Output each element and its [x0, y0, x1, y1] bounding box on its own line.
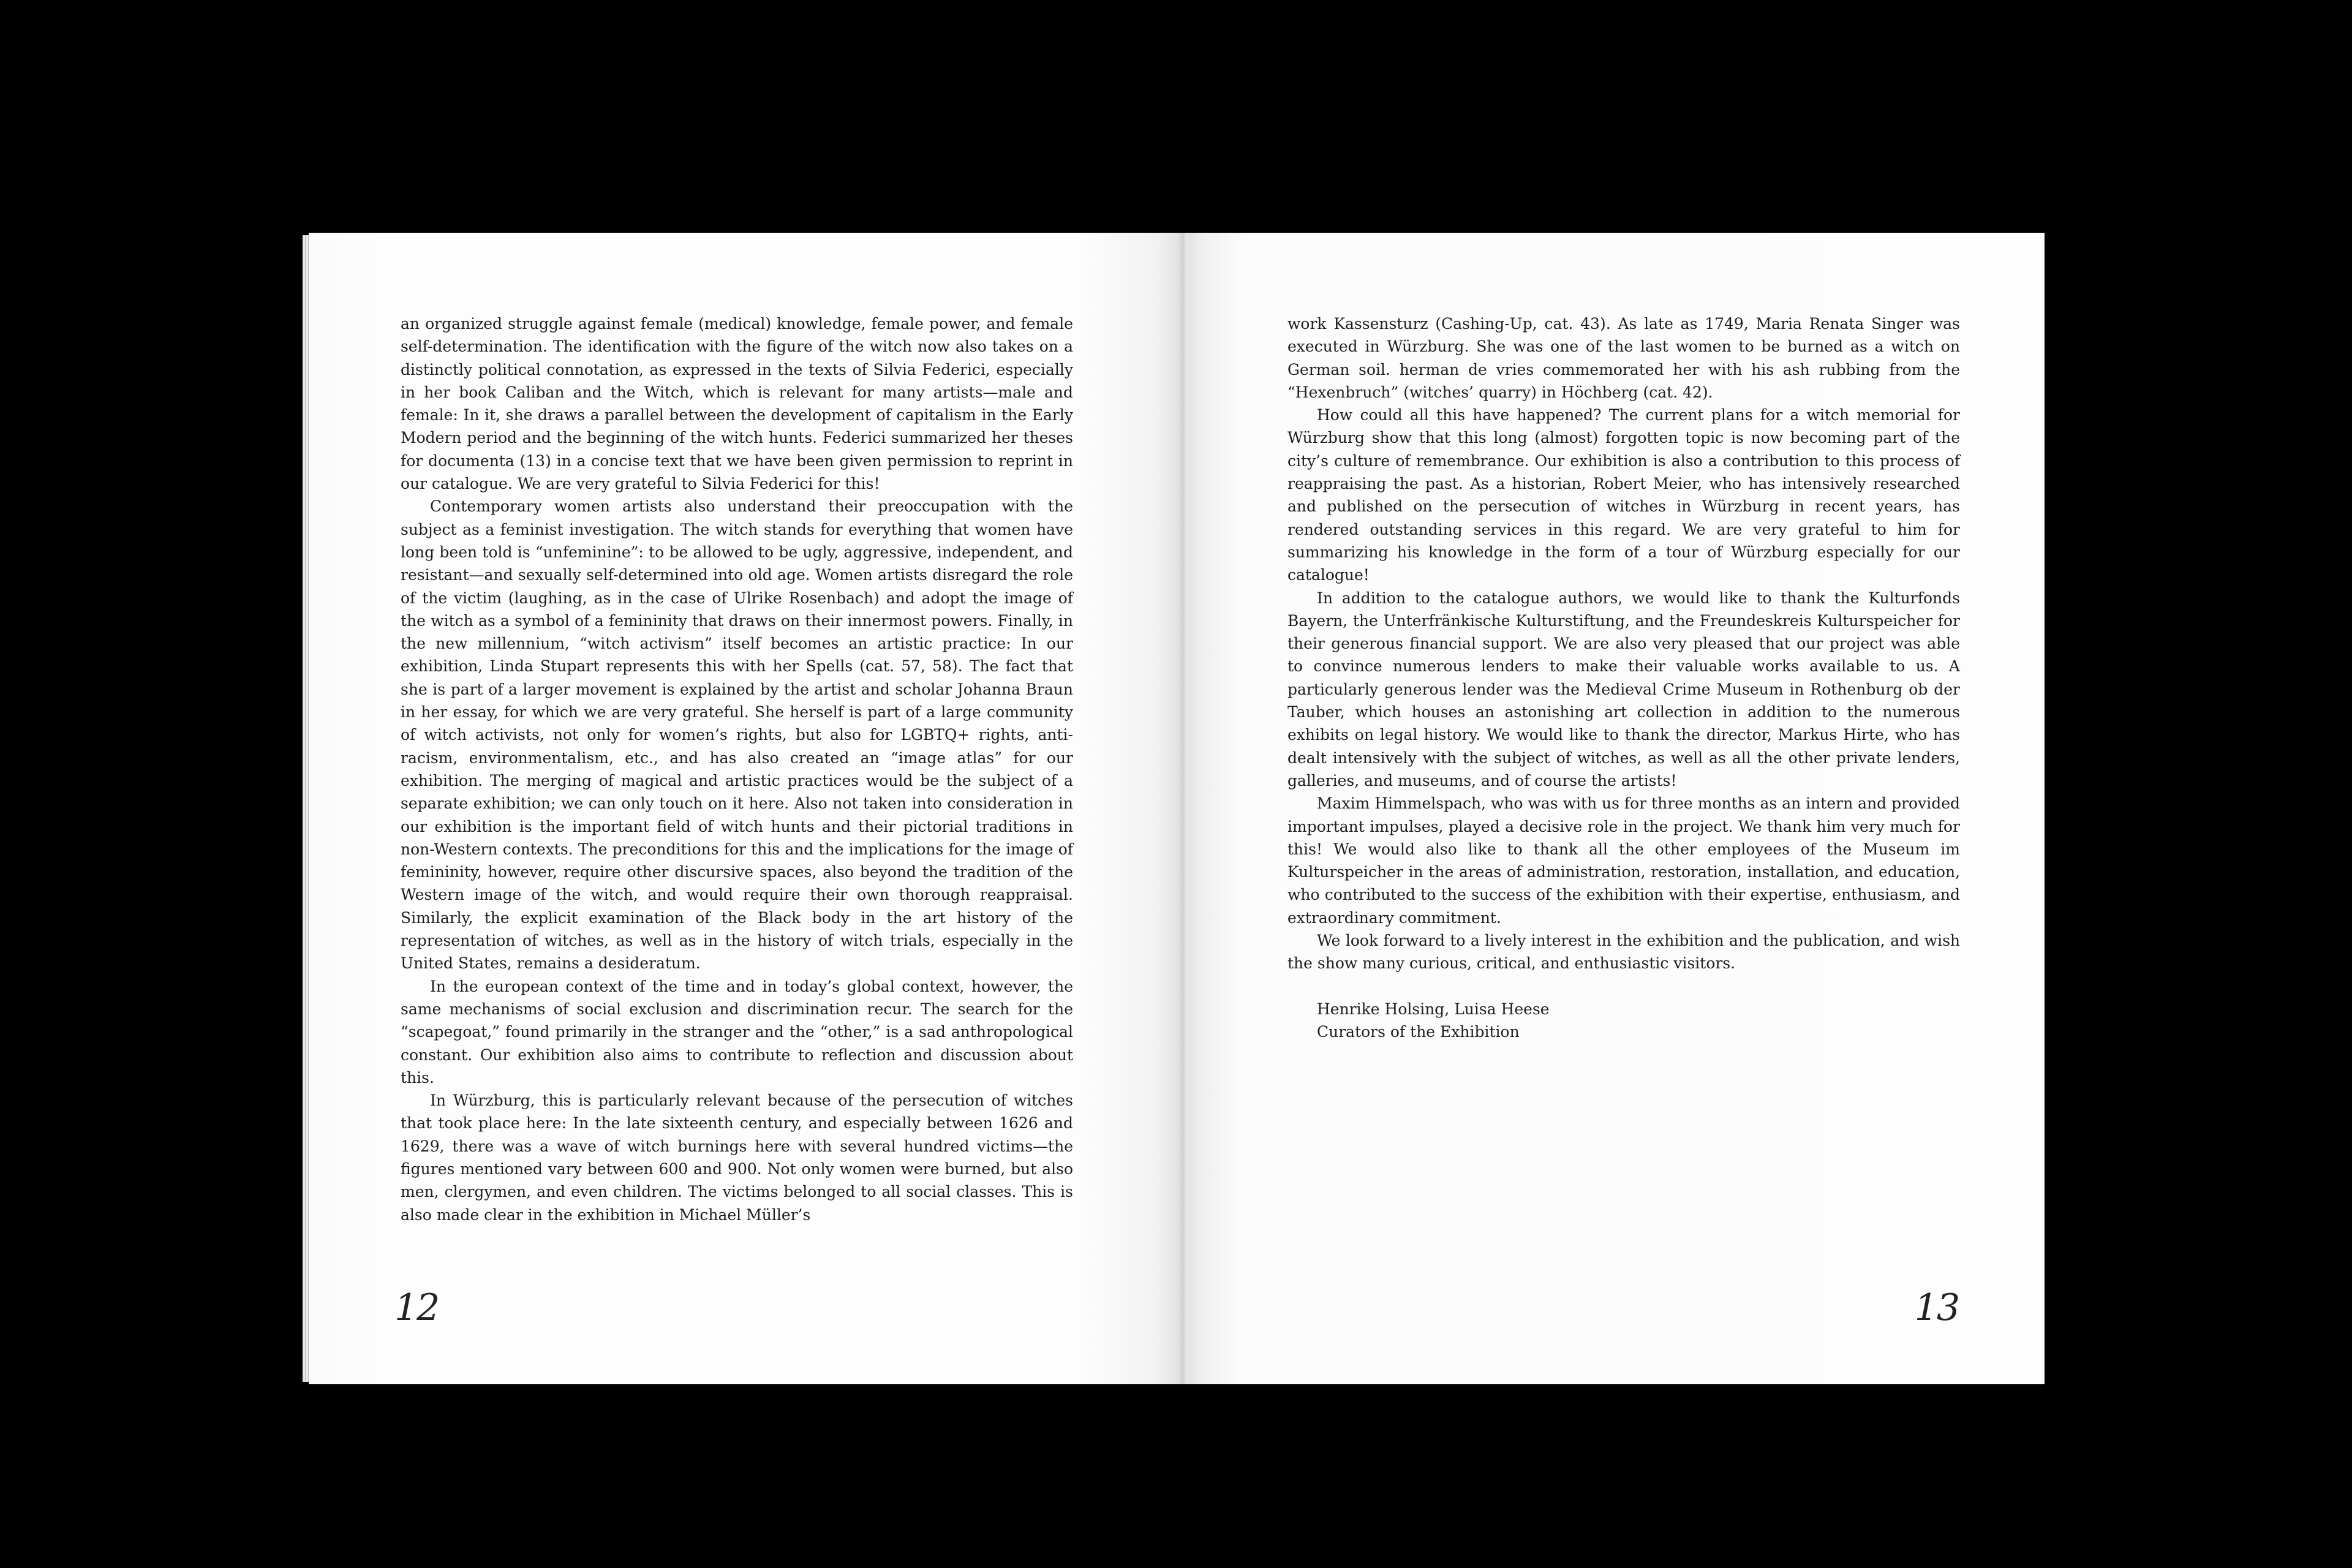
page-number: 13 [1914, 1286, 1959, 1329]
paragraph: In the european context of the time and in today’s global context, however, the same mechanisms of social exclusion and discrimination recur. The search for the “scapegoat,” found primarily in the stranger and the “other,” is a sad anthropological constant. Our exhibition also aims to contribute to reflection and discussion about this. [401, 977, 1073, 1087]
paragraph: We look forward to a lively interest in the exhibition and the publication, and wish the show many curious, critical, and enthusiastic visitors. [1287, 932, 1960, 973]
right-page [1183, 233, 2045, 1384]
signature [1287, 998, 1960, 1044]
left-page [309, 233, 1183, 1384]
page-number: 12 [394, 1286, 439, 1329]
paragraph: an organized struggle against female (medical) knowledge, female power, and female self-determination. The identification with the figure of the witch now also takes on a distinctly political connotation, as expressed in the texts of Silvia Federici, especially in her book Caliban and the Witch, which is relevant for many artists—male and female: In it, she draws a parallel between the development of capitalism in the Early Modern period and the beginning of the witch hunts. Federici summarized her theses for documenta (13) in a concise text that we have been given permission to reprint in our catalogue. We are very grateful to Silvia Federici for this! [401, 315, 1073, 493]
book-gutter [1178, 233, 1188, 1384]
left-page-body [401, 312, 1073, 1226]
paragraph: Contemporary women artists also understand their preoccupation with the subject as a feminist investigation. The witch stands for everything that women have long been told is “unfeminine”: to be allowed to be ugly, aggressive, independent, and resistant—and sexually self-determined into old age. Women artists disregard the role of the victim (laughing, as in the case of Ulrike Rosenbach) and adopt the image of the witch as a symbol of a femininity that draws on their innermost powers. Finally, in the new millennium, “witch activism” itself becomes an artistic practice: In our exhibition, Linda Stupart represents this with her Spells (cat. 57, 58). The fact that she is part of a larger movement is explained by the artist and scholar Johanna Braun in her essay, for which we are very grateful. She herself is part of a large community of witch activists, not only for women’s rights, but also for LGBTQ+ rights, anti-racism, environmentalism, etc., and has also created an “image atlas” for our exhibition. The merging of magical and artistic practices would be the subject of a separate exhibition; we can only touch on it here. Also not taken into consideration in our exhibition is the important field of witch hunts and their pictorial traditions in non-Western contexts. The preconditions for this and the implications for the image of femininity, however, require other discursive spaces, also beyond the tradition of the Western image of the witch, and would require their own thorough reappraisal. Similarly, the explicit examination of the Black body in the art history of the representation of witches, as well as in the history of witch trials, especially in the United States, remains a desideratum. [401, 497, 1073, 973]
right-page-body [1287, 312, 1960, 1043]
signature-role: Curators of the Exhibition [1317, 1022, 1520, 1041]
paragraph: In addition to the catalogue authors, we would like to thank the Kulturfonds Bayern, the Unterfränkische Kulturstiftung, and the Freundeskreis Kulturspeicher for their generous financial support. We are also very pleased that our project was able to convince numerous lenders to make their valuable works available to us. A particularly generous lender was the Medieval Crime Museum in Rothenburg ob der Tauber, which houses an astonishing art collection in addition to the numerous exhibits on legal history. We would like to thank the director, Markus Hirte, who has dealt intensively with the subject of witches, as well as all the other private lenders, galleries, and museums, and of course the artists! [1287, 589, 1960, 790]
paragraph: work Kassensturz (Cashing-Up, cat. 43). As late as 1749, Maria Renata Singer was executed in Würzburg. She was one of the last women to be burned as a witch on German soil. herman de vries commemorated her with his ash rubbing from the “Hexenbruch” (witches’ quarry) in Höchberg (cat. 42). [1287, 315, 1960, 401]
signature-names: Henrike Holsing, Luisa Heese [1317, 1000, 1550, 1018]
paragraph: In Würzburg, this is particularly relevant because of the persecution of witches that took place here: In the late sixteenth century, and especially between 1626 and 1629, there was a wave of witch burnings here with several hundred victims—the figures mentioned vary between 600 and 900. Not only women were burned, but also men, clergymen, and even children. The victims belonged to all social classes. This is also made clear in the exhibition in Michael Müller’s [401, 1091, 1073, 1224]
paragraph: Maxim Himmelspach, who was with us for three months as an intern and provided important impulses, played a decisive role in the project. We thank him very much for this! We would also like to thank all the other employees of the Museum im Kulturspeicher in the areas of administration, restoration, installation, and education, who contributed to the success of the exhibition with their expertise, enthusiasm, and extraordinary commitment. [1287, 794, 1960, 927]
paragraph: How could all this have happened? The current plans for a witch memorial for Würzburg show that this long (almost) forgotten topic is now becoming part of the city’s culture of remembrance. Our exhibition is also a contribution to this process of reappraising the past. As a historian, Robert Meier, who has intensively researched and published on the persecution of witches in Würzburg in recent years, has rendered outstanding services in this regard. We are very grateful to him for summarizing his knowledge in the form of a tour of Würzburg especially for our catalogue! [1287, 406, 1960, 584]
open-book [303, 233, 2045, 1384]
